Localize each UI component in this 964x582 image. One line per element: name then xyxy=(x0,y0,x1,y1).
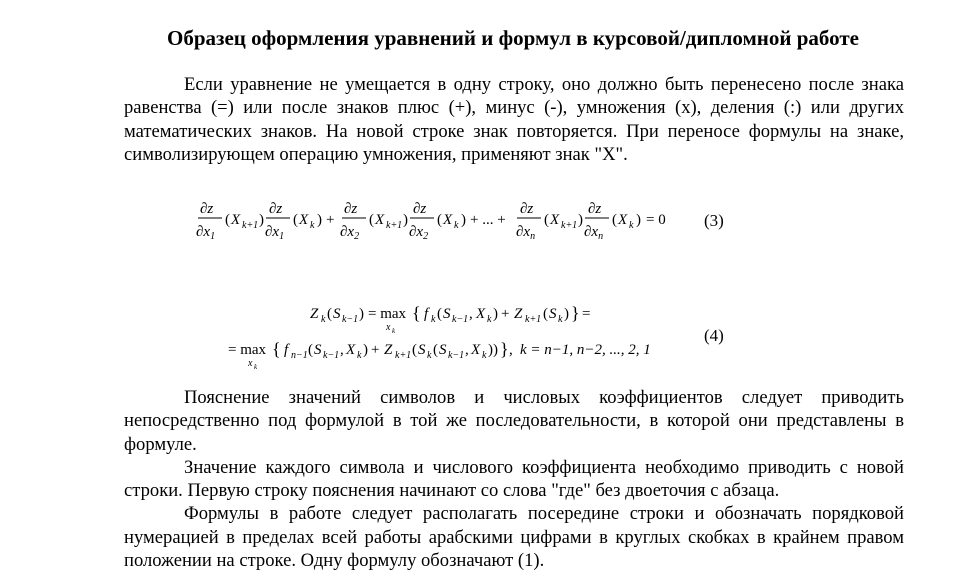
svg-text:): ) xyxy=(403,212,408,228)
meaning-text: Значение каждого символа и числового коэффициента необходимо приводить с новой строки. Первую строку пояснения начинают со слова "где" без двоеточия с абзаца. xyxy=(124,456,904,502)
svg-text:∂xn: $\partial x_n$ xyxy=(516,224,536,242)
svg-text:f: f xyxy=(284,342,289,358)
intro-paragraph xyxy=(124,73,904,166)
equation-3-formula xyxy=(196,196,676,246)
svg-text:{: { xyxy=(412,303,421,323)
svg-text:∂z: ∂z xyxy=(344,201,358,217)
svg-text:): ) xyxy=(461,212,466,228)
svg-text:n−1: n−1 xyxy=(291,350,308,361)
svg-text:k: k xyxy=(487,314,492,325)
svg-text:S: S xyxy=(443,306,451,322)
svg-text:∂x2: $\partial x_2$ xyxy=(409,224,429,242)
svg-text:S: S xyxy=(333,306,341,322)
svg-text:)): )) xyxy=(488,342,498,358)
svg-text:(: ( xyxy=(293,212,298,228)
svg-text:): ) xyxy=(317,212,322,228)
svg-text:(: ( xyxy=(544,212,549,228)
svg-text:∂z: ∂z xyxy=(520,201,534,217)
svg-text:k: k xyxy=(454,220,459,231)
svg-text:k: k xyxy=(482,350,487,361)
svg-text:S: S xyxy=(418,342,426,358)
svg-text:k: k xyxy=(427,350,432,361)
svg-text:k: k xyxy=(310,220,315,231)
explain-text: Пояснение значений символов и числовых коэффициентов следует приводить непосредственно под формулой в той же последовательности, в которой они представлены в формуле. xyxy=(124,387,904,455)
svg-text:X: X xyxy=(231,212,241,228)
svg-text:): ) xyxy=(578,212,583,228)
svg-text:X: X xyxy=(618,212,628,228)
svg-text:(: ( xyxy=(543,306,548,322)
svg-text:+ ... +: + ... + xyxy=(470,212,506,228)
svg-text:X: X xyxy=(476,306,486,322)
equation-3 xyxy=(196,196,676,251)
svg-text:k+1: k+1 xyxy=(561,220,578,231)
svg-text:∂z: ∂z xyxy=(269,201,283,217)
svg-text:}: } xyxy=(571,303,580,323)
svg-text:k−1: k−1 xyxy=(342,314,359,325)
eq3-term-2 xyxy=(340,201,506,242)
svg-text:(: ( xyxy=(225,212,230,228)
eq4-line-2 xyxy=(228,339,651,371)
svg-text:S: S xyxy=(439,342,447,358)
svg-text:(: ( xyxy=(327,306,332,322)
placement-text: Формулы в работе следует располагать посередине строки и обозначать порядковой нумерацией в пределах всей работы арабскими цифрами в круглых скобках в крайнем правом положении на строке. Одну формулу обозначают (1). xyxy=(124,503,904,572)
svg-text:): ) xyxy=(564,306,569,322)
svg-text:f: f xyxy=(424,306,429,322)
equation-4-number: (4) xyxy=(704,326,724,345)
svg-text:Z: Z xyxy=(384,342,393,358)
svg-text:(: ( xyxy=(308,342,313,358)
svg-text:(: ( xyxy=(612,212,617,228)
svg-text:): ) xyxy=(259,212,264,228)
svg-text:∂z: ∂z xyxy=(588,201,602,217)
svg-text:X: X xyxy=(375,212,385,228)
svg-text:k: k xyxy=(357,350,362,361)
svg-text:): ) xyxy=(636,212,641,228)
svg-text:k−1: k−1 xyxy=(448,350,465,361)
svg-text:X: X xyxy=(471,342,481,358)
svg-text:k+1: k+1 xyxy=(386,220,403,231)
eq3-term-1 xyxy=(196,201,334,242)
explain-paragraph xyxy=(124,386,904,572)
svg-text:S: S xyxy=(549,306,557,322)
svg-text:k: k xyxy=(431,314,436,325)
intro-text: Если уравнение не умещается в одну строку, оно должно быть перенесено после знака равенства (=) или после знаков плюс (+), минус (-), умножения (х), деления (:) или других математических знаков. На новой строке знак повторяется. При переносе формулы на знаке, символизирующем операцию умножения, применяют знак "X". xyxy=(124,74,904,165)
svg-text:): ) xyxy=(493,306,498,322)
svg-text:}: } xyxy=(500,339,509,359)
svg-text:(: ( xyxy=(412,342,417,358)
svg-text:(: ( xyxy=(437,212,442,228)
svg-text:(: ( xyxy=(369,212,374,228)
svg-text:): ) xyxy=(363,342,368,358)
svg-text:,: , xyxy=(509,342,513,358)
svg-text:= max: = max xyxy=(228,342,267,358)
svg-text:k: k xyxy=(392,327,396,335)
svg-text:x: x xyxy=(248,358,253,369)
svg-text:X: X xyxy=(299,212,309,228)
svg-text:k+1: k+1 xyxy=(525,314,542,325)
svg-text:k: k xyxy=(558,314,563,325)
svg-text:k: k xyxy=(254,363,258,371)
equation-4 xyxy=(228,300,678,375)
svg-text:X: X xyxy=(550,212,560,228)
svg-text:k+1: k+1 xyxy=(242,220,259,231)
eq4-line-1 xyxy=(310,303,590,335)
svg-text:,: , xyxy=(465,342,469,358)
svg-text:= max: = max xyxy=(368,306,407,322)
svg-text:Z: Z xyxy=(514,306,523,322)
svg-text:+: + xyxy=(371,342,380,358)
svg-text:= 0: = 0 xyxy=(646,212,666,228)
svg-text:∂x1: $\partial x_1$ xyxy=(265,224,285,242)
svg-text:,: , xyxy=(340,342,344,358)
svg-text:X: X xyxy=(443,212,453,228)
page-title: Образец оформления уравнений и формул в курсовой/дипломной работе xyxy=(167,26,859,50)
svg-text:∂z: ∂z xyxy=(413,201,427,217)
equation-4-formula xyxy=(228,300,678,370)
equation-3-number: (3) xyxy=(704,211,724,230)
svg-text:(: ( xyxy=(433,342,438,358)
svg-text:,: , xyxy=(469,306,473,322)
svg-text:Z: Z xyxy=(310,306,319,322)
svg-text:=: = xyxy=(582,306,591,322)
svg-text:∂z: ∂z xyxy=(200,201,214,217)
svg-text:k: k xyxy=(321,314,326,325)
svg-text:{: { xyxy=(272,339,281,359)
svg-text:+: + xyxy=(501,306,510,322)
svg-text:k−1: k−1 xyxy=(452,314,469,325)
svg-text:k: k xyxy=(629,220,634,231)
svg-text:x: x xyxy=(386,322,391,333)
svg-text:∂xn: $\partial x_n$ xyxy=(584,224,604,242)
eq3-term-n xyxy=(516,201,666,242)
svg-text:∂x2: $\partial x_2$ xyxy=(340,224,360,242)
svg-text:∂x1: $\partial x_1$ xyxy=(196,224,216,242)
svg-text:k−1: k−1 xyxy=(323,350,340,361)
svg-text:S: S xyxy=(314,342,322,358)
svg-text:): ) xyxy=(359,306,364,322)
eq4-range: k = n−1, n−2, ..., 2, 1 xyxy=(520,342,651,358)
svg-text:X: X xyxy=(346,342,356,358)
svg-text:+: + xyxy=(326,212,335,228)
svg-text:(: ( xyxy=(437,306,442,322)
svg-text:k+1: k+1 xyxy=(395,350,412,361)
